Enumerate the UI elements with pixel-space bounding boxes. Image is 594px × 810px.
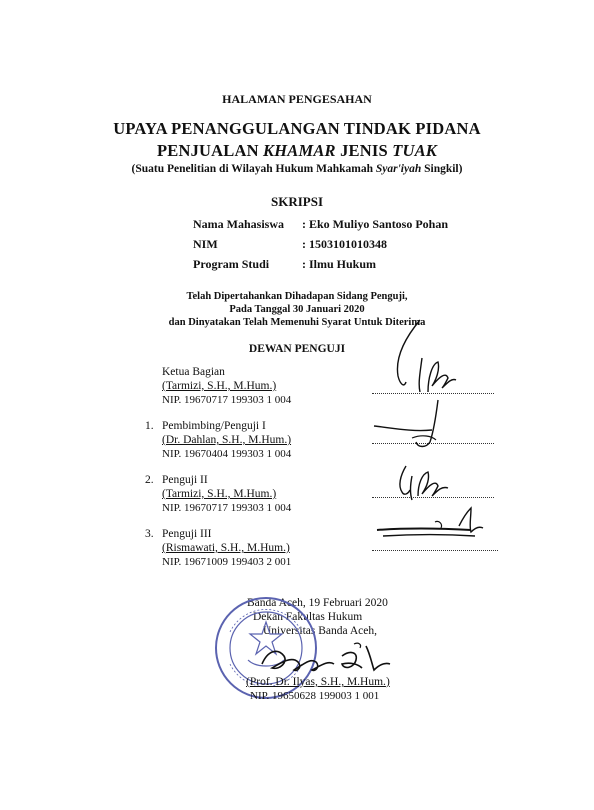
member-number: 1. bbox=[145, 420, 154, 432]
signature-pembimbing bbox=[372, 398, 452, 458]
thesis-title-line2: PENJUALAN KHAMAR JENIS TUAK bbox=[156, 141, 437, 160]
member-role: Pembimbing/Penguji I bbox=[162, 420, 266, 432]
document-type: SKRIPSI bbox=[270, 194, 324, 209]
signature-penguji-2 bbox=[396, 452, 466, 502]
member-name: (Tarmizi, S.H., M.Hum.) bbox=[162, 488, 277, 500]
approval-position: Dekan Fakultas Hukum bbox=[253, 611, 363, 623]
member-nip: NIP. 19671009 199403 2 001 bbox=[162, 556, 292, 568]
approval-institution: Universitas Banda Aceh, bbox=[263, 625, 378, 637]
member-role: Ketua Bagian bbox=[162, 366, 225, 378]
member-role: Penguji III bbox=[162, 528, 212, 540]
member-name: (Rismawati, S.H., M.Hum.) bbox=[162, 542, 290, 554]
dean-name: (Prof. Dr. Ilyas, S.H., M.Hum.) bbox=[246, 676, 390, 688]
member-nip: NIP. 19670717 199303 1 004 bbox=[162, 502, 292, 514]
thesis-subtitle: (Suatu Penelitian di Wilayah Hukum Mahkamah Syar'iyah Singkil) bbox=[131, 163, 463, 175]
member-role: Penguji II bbox=[162, 474, 208, 486]
member-name: (Tarmizi, S.H., M.Hum.) bbox=[162, 380, 277, 392]
signature-dean bbox=[258, 640, 398, 680]
signature-ketua bbox=[360, 318, 480, 398]
defense-line-1: Telah Dipertahankan Dihadapan Sidang Penguji, bbox=[186, 291, 408, 302]
member-name: (Dr. Dahlan, S.H., M.Hum.) bbox=[162, 434, 292, 446]
board-heading: DEWAN PENGUJI bbox=[248, 343, 346, 355]
member-number: 3. bbox=[145, 528, 154, 540]
thesis-title-line1: UPAYA PENANGGULANGAN TINDAK PIDANA bbox=[113, 119, 481, 138]
member-nip: NIP. 19670404 199303 1 004 bbox=[162, 448, 292, 460]
approval-place-date: Banda Aceh, 19 Februari 2020 bbox=[247, 597, 388, 609]
student-program-value: : Ilmu Hukum bbox=[302, 257, 377, 271]
student-nim-label: NIM bbox=[193, 237, 218, 251]
page-title: HALAMAN PENGESAHAN bbox=[222, 92, 372, 106]
student-name-value: : Eko Muliyo Santoso Pohan bbox=[302, 217, 449, 231]
student-program-label: Program Studi bbox=[193, 257, 270, 271]
student-nim-value: : 1503101010348 bbox=[302, 237, 387, 251]
defense-line-3: dan Dinyatakan Telah Memenuhi Syarat Untuk Diterima bbox=[168, 317, 426, 328]
defense-line-2: Pada Tanggal 30 Januari 2020 bbox=[229, 304, 365, 315]
dean-nip: NIP. 19650628 199003 1 001 bbox=[250, 690, 380, 702]
student-name-label: Nama Mahasiswa bbox=[193, 217, 285, 231]
member-number: 2. bbox=[145, 474, 154, 486]
member-nip: NIP. 19670717 199303 1 004 bbox=[162, 394, 292, 406]
signature-line bbox=[372, 550, 498, 551]
signature-penguji-3 bbox=[375, 506, 495, 546]
